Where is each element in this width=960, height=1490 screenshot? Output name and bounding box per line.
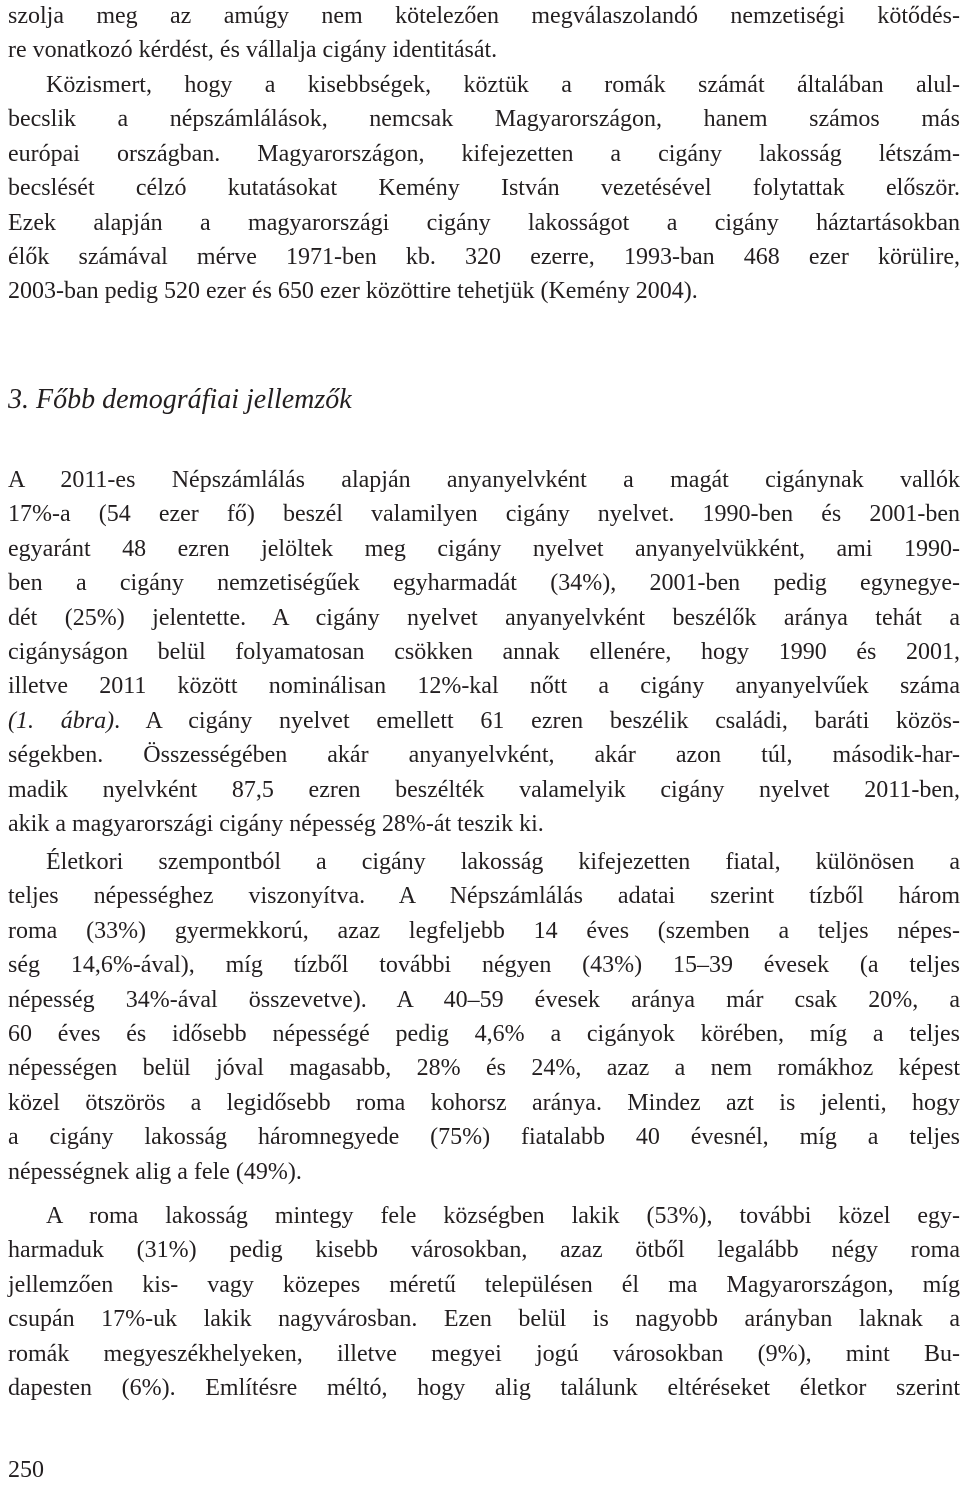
text-line: madik nyelvként 87,5 ezren beszélték valamelyik cigány nyelvet 2011-ben, <box>8 776 960 803</box>
text-line: csupán 17%-uk lakik nagyvárosban. Ezen belül is nagyobb arányban laknak a <box>8 1306 960 1333</box>
figure-reference: (1. ábra) <box>8 707 115 734</box>
text-line: re vonatkozó kérdést, és vállalja cigány identitását. <box>8 37 498 64</box>
text-line: európai országban. Magyarországon, kifejezetten a cigány lakosság létszám- <box>8 140 960 167</box>
text-line: ség 14,6%-ával), míg tízből további négyen (43%) 15–39 évesek (a teljes <box>8 952 960 979</box>
text-line: 60 éves és idősebb népességé pedig 4,6% a cigányok körében, míg a teljes <box>8 1020 960 1047</box>
text-line: jellemzően kis- vagy közepes méretű településen él ma Magyarországon, míg <box>8 1271 960 1298</box>
text-line: roma (33%) gyermekkorú, azaz legfeljebb 14 éves (szemben a teljes népes- <box>8 917 960 944</box>
text-line: közel ötszörös a legidősebb roma kohorsz aránya. Mindez azt is jelenti, hogy <box>8 1089 960 1116</box>
text-line: 2003-ban pedig 520 ezer és 650 ezer közöttire tehetjük (Kemény 2004). <box>8 278 698 305</box>
text-line: népesség 34%-ával összevetve). A 40–59 évesek aránya már csak 20%, a <box>8 986 960 1013</box>
text-line: A 2011-es Népszámlálás alapján anyanyelvként a magát cigánynak vallók <box>8 467 960 493</box>
text-line: akik a magyarországi cigány népesség 28%-át teszik ki. <box>8 810 544 837</box>
text-line: ségekben. Összességében akár anyanyelvként, akár azon túl, második-har- <box>8 742 960 769</box>
section-heading: 3. Főbb demográfiai jellemzők <box>8 384 352 415</box>
paragraph-settlement-types <box>8 1199 960 1405</box>
paragraph-age-structure <box>8 845 960 1189</box>
text-line: romák megyeszékhelyeken, illetve megyei jogú városokban (9%), mint Bu- <box>8 1340 960 1367</box>
text-line: dét (25%) jelentette. A cigány nyelvet anyanyelvként beszélők aránya tehát a <box>8 604 960 631</box>
text-line: népességnek alig a fele (49%). <box>8 1158 302 1185</box>
text-line: egyaránt 48 ezren jelöltek meg cigány nyelvet anyanyelvükként, ami 1990- <box>8 535 960 562</box>
text-line: a cigány lakosság háromnegyede (75%) fiatalabb 40 évesnél, míg a teljes <box>8 1124 960 1151</box>
page-number: 250 <box>8 1457 44 1483</box>
text-line: dapesten (6%). Említésre méltó, hogy alig találunk eltéréseket életkor szerint <box>8 1374 960 1401</box>
paragraph-language <box>8 463 960 841</box>
text-line: becslik a népszámlálások, nemcsak Magyarországon, hanem számos más <box>8 106 960 133</box>
text-line: élők számával mérve 1971-ben kb. 320 ezerre, 1993-ban 468 ezer körülire, <box>8 243 960 270</box>
text-line: Életkori szempontból a cigány lakosság kifejezetten fiatal, különösen a <box>46 849 960 875</box>
text-line: Közismert, hogy a kisebbségek, köztük a romák számát általában alul- <box>46 72 960 98</box>
text-line: szolja meg az amúgy nem kötelezően megválaszolandó nemzetiségi kötődés- <box>8 3 960 29</box>
text-line: harmaduk (31%) pedig kisebb városokban, azaz ötből legalább négy roma <box>8 1237 960 1264</box>
text-line: becslését célzó kutatásokat Kemény István vezetésével folytattak először. <box>8 175 960 202</box>
text-line: 17%-a (54 ezer fő) beszél valamilyen cigány nyelvet. 1990-ben és 2001-ben <box>8 501 960 528</box>
text-line: teljes népességhez viszonyítva. A Népszámlálás adatai szerint tízből három <box>8 883 960 910</box>
text-line: cigányságon belül folyamatosan csökken annak ellenére, hogy 1990 és 2001, <box>8 638 960 665</box>
text-line: Ezek alapján a magyarországi cigány lakosságot a cigány háztartásokban <box>8 209 960 236</box>
text-line: ben a cigány nemzetiségűek egyharmadát (34%), 2001-ben pedig egynegye- <box>8 570 960 597</box>
text-line-with-figure-ref: (1. ábra). A cigány nyelvet emellett 61 ezren beszélik családi, baráti közös- <box>8 707 960 734</box>
text-line: illetve 2011 között nominálisan 12%-kal nőtt a cigány anyanyelvűek száma <box>8 673 960 700</box>
text-line: A roma lakosság mintegy fele községben lakik (53%), további közel egy- <box>46 1203 960 1229</box>
text-line: népességen belül jóval magasabb, 28% és 24%, azaz a nem romákhoz képest <box>8 1055 960 1082</box>
